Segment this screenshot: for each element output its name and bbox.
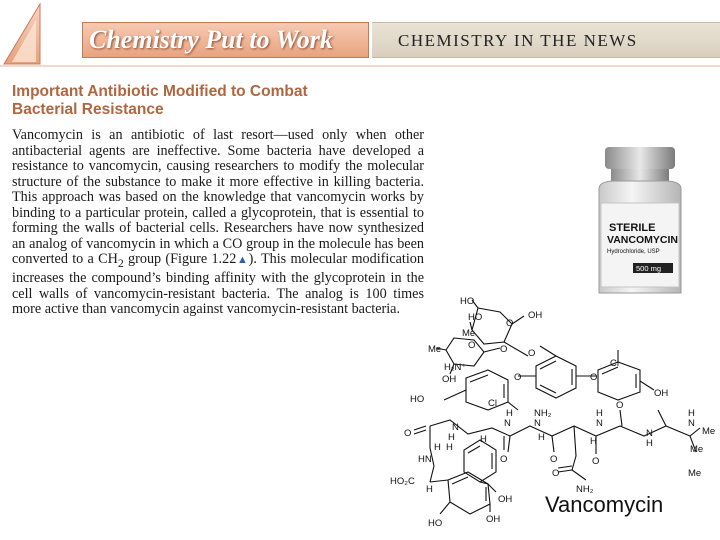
atom-me-3: Me: [702, 426, 716, 437]
vial-cap: [605, 147, 675, 169]
atom-me-5: Me: [688, 468, 702, 479]
vial-line-1: STERILE: [609, 222, 656, 234]
atom-n-a: N: [452, 422, 459, 433]
body-text-part-2: group (Figure 1.22: [123, 251, 237, 267]
atom-oh-right: OH: [654, 388, 669, 399]
vial-photo: [585, 145, 695, 297]
vial-line-3: Hydrochloride, USP: [607, 249, 660, 255]
atom-h-1: H: [434, 442, 441, 453]
atom-o-6: O: [404, 428, 412, 439]
atom-h-3: H: [538, 432, 545, 443]
atom-o-1: O: [468, 340, 476, 351]
atom-me-2: Me: [428, 344, 442, 355]
section-strip: [372, 22, 720, 58]
atom-nh-1: H: [506, 408, 513, 419]
atom-h-6: H: [480, 434, 487, 445]
figure-marker-icon: ▲: [236, 254, 249, 266]
article-headline: [12, 83, 432, 119]
atom-nh2-amide: NH₂: [576, 484, 594, 495]
atom-n-2: N: [534, 418, 541, 429]
atom-o-4: O: [514, 372, 522, 383]
atom-n-1: N: [504, 418, 511, 429]
atom-hn: HN: [418, 454, 432, 465]
article-body: [12, 128, 424, 318]
atom-me-4: Me: [690, 444, 704, 455]
atom-me-1: Me: [462, 328, 476, 339]
vial-image: [585, 145, 695, 297]
chapter-banner: [0, 0, 720, 72]
atom-nh-3: H: [596, 408, 603, 419]
atom-n-r: N: [688, 418, 695, 429]
atom-n-3: N: [596, 418, 603, 429]
body-text-part-1: Vancomycin is an antibiotic of last resort—used only when other antibacterial agents are ineffective. Some bacteria have developed a resistance to vancomycin, causing researchers to modify the molecular structure of the substance to make it more effective in killing bacteria. This approach was based on the knowledge that vancomycin works by binding to a particular protein, called a glycoprotein, that is essential to forming the walls of bacterial cells. Researchers have now synthesized an analog of vancomycin in which a CO group in the molecule has been converted to a CH: [12, 127, 424, 267]
ch2-subscript: 2: [117, 255, 124, 270]
atom-h-2: H: [446, 442, 453, 453]
vial-line-2: VANCOMYCIN: [607, 234, 678, 246]
atom-h-4: H: [590, 436, 597, 447]
structure-bonds: [414, 300, 700, 514]
atom-ho-mid: HO: [410, 394, 425, 405]
atom-ho2c: HO₂C: [390, 476, 415, 487]
section-title: CHEMISTRY IN THE NEWS: [398, 31, 638, 50]
atom-o-5: O: [590, 372, 598, 383]
brand-plate: [82, 22, 369, 58]
structure-caption: Vancomycin: [545, 492, 664, 517]
atom-ho-top-2: HO: [468, 312, 483, 323]
atom-cl-2: Cl: [488, 398, 497, 409]
atom-n-4: N: [646, 428, 653, 439]
atom-o-7: O: [500, 454, 508, 465]
brand-title: Chemistry Put to Work: [89, 25, 333, 54]
body-text-part-3: ). This molecular modification increases the compound’s binding affinity with the glycoprotein in the cell walls of vancomycin-resistant bacteria. The analog is 100 times more active than vancomycin against vancomycin-resistant bacteria.: [12, 251, 424, 318]
atom-o-3: O: [528, 348, 536, 359]
atom-ho-top-1: HO: [460, 296, 475, 307]
atom-h2n: H₂N⁺: [444, 362, 467, 373]
atom-oh-bottom-1: OH: [498, 494, 513, 505]
atom-h-5: H: [426, 484, 433, 495]
atom-h-a: H: [448, 432, 455, 443]
atom-oh-left: OH: [442, 374, 457, 385]
atom-ho-bottom: HO: [428, 518, 443, 529]
atom-o-8: O: [550, 454, 558, 465]
atom-o-9: O: [592, 456, 600, 467]
atom-cl-1: Cl: [610, 358, 619, 369]
atom-h-n4: H: [646, 438, 653, 449]
headline-line-1: Important Antibiotic Modified to Combat: [12, 83, 308, 100]
atom-nh-2: NH₂: [534, 408, 552, 419]
atom-oh-top: OH: [528, 310, 543, 321]
atom-oh-bottom-2: OH: [486, 514, 501, 525]
vial-line-4: 500 mg: [636, 264, 662, 273]
headline-line-2: Bacterial Resistance: [12, 101, 164, 118]
atom-o-10: O: [616, 400, 624, 411]
atom-o-11: O: [552, 468, 560, 479]
atom-o-top: O: [506, 318, 514, 329]
atom-nh-r: H: [688, 408, 695, 419]
atom-o-2: O: [500, 344, 508, 355]
